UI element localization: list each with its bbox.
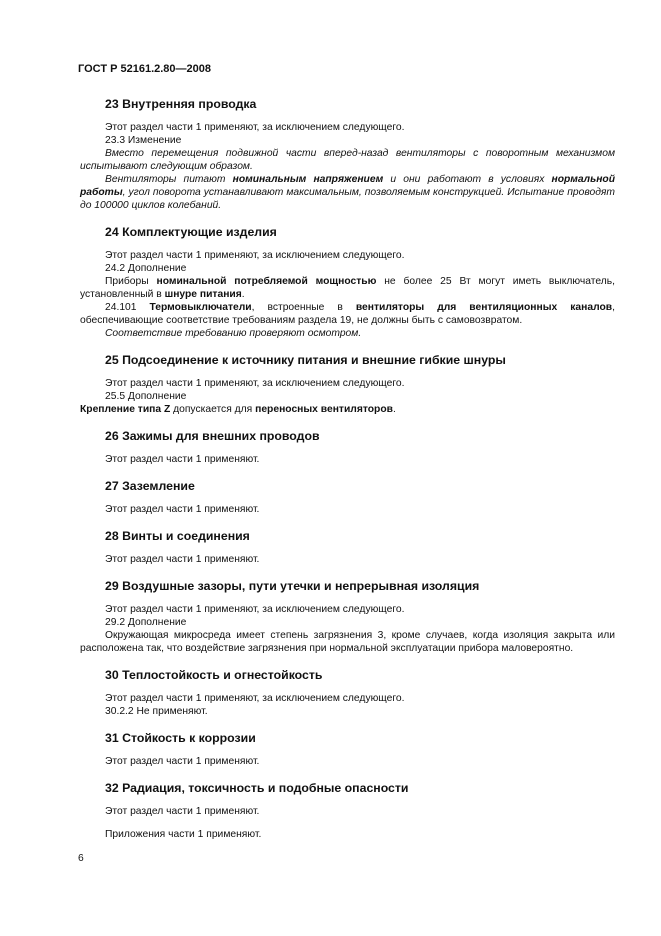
paragraph: Этот раздел части 1 применяют. xyxy=(105,806,260,817)
section-27 xyxy=(80,478,615,516)
paragraph: Этот раздел части 1 применяют, за исключением следующего. xyxy=(105,604,405,615)
section-24-title: 24 Комплектующие изделия xyxy=(105,225,277,239)
paragraph: 24.101 Термовыключатели, встроенные в вентиляторы для вентиляционных каналов, обеспечивающие соответствие требованиям раздела 19, не должны быть с самовозвратом. xyxy=(80,302,615,326)
paragraph: Вместо перемещения подвижной части вперед-назад вентиляторы с поворотным механизмом испытывают следующим образом. xyxy=(80,148,615,172)
paragraph: Этот раздел части 1 применяют. xyxy=(105,504,260,515)
paragraph: Этот раздел части 1 применяют. xyxy=(105,554,260,565)
appendix-note: Приложения части 1 применяют. xyxy=(105,829,262,840)
paragraph: Этот раздел части 1 применяют, за исключением следующего. xyxy=(105,122,405,133)
clause-number: 24.2 Дополнение xyxy=(105,263,187,274)
paragraph: Крепление типа Z допускается для переносных вентиляторов. xyxy=(80,404,396,415)
paragraph: Этот раздел части 1 применяют, за исключением следующего. xyxy=(105,693,405,704)
section-31-title: 31 Стойкость к коррозии xyxy=(105,731,256,745)
paragraph: Приборы номинальной потребляемой мощностью не более 25 Вт могут иметь выключатель, установленный в шнуре питания. xyxy=(80,276,615,300)
paragraph: Этот раздел части 1 применяют. xyxy=(105,756,260,767)
paragraph: Этот раздел части 1 применяют. xyxy=(105,454,260,465)
section-28-title: 28 Винты и соединения xyxy=(105,529,250,543)
section-32 xyxy=(80,780,615,818)
section-30-title: 30 Теплостойкость и огнестойкость xyxy=(105,668,323,682)
paragraph: Окружающая микросреда имеет степень загрязнения 3, кроме случаев, когда изоляция закрыта или расположена так, что воздействие загрязнения при нормальной эксплуатации прибора маловероятно. xyxy=(80,630,615,654)
section-26-title: 26 Зажимы для внешних проводов xyxy=(105,429,320,443)
paragraph: Этот раздел части 1 применяют, за исключением следующего. xyxy=(105,250,405,261)
paragraph: Соответствие требованию проверяют осмотром. xyxy=(105,328,362,339)
section-23 xyxy=(80,96,615,212)
section-26 xyxy=(80,428,615,466)
section-29-title: 29 Воздушные зазоры, пути утечки и непрерывная изоляция xyxy=(105,579,480,593)
section-24 xyxy=(80,224,615,340)
clause-number: 25.5 Дополнение xyxy=(105,391,187,402)
section-30 xyxy=(80,667,615,718)
section-29 xyxy=(80,578,615,655)
clause-number: 30.2.2 Не применяют. xyxy=(105,706,208,717)
section-27-title: 27 Заземление xyxy=(105,479,195,493)
section-31 xyxy=(80,730,615,768)
document-header: ГОСТ Р 52161.2.80—2008 xyxy=(78,63,212,75)
section-23-title: 23 Внутренняя проводка xyxy=(105,97,257,111)
clause-number: 23.3 Изменение xyxy=(105,135,182,146)
paragraph: Этот раздел части 1 применяют, за исключением следующего. xyxy=(105,378,405,389)
page-number: 6 xyxy=(78,853,84,864)
clause-number: 29.2 Дополнение xyxy=(105,617,187,628)
section-25-title: 25 Подсоединение к источнику питания и внешние гибкие шнуры xyxy=(105,353,506,367)
section-28 xyxy=(80,528,615,566)
page-content xyxy=(80,96,615,830)
section-25 xyxy=(80,352,615,416)
section-32-title: 32 Радиация, токсичность и подобные опасности xyxy=(105,781,409,795)
paragraph: Вентиляторы питают номинальным напряжением и они работают в условиях нормальной работы, угол поворота устанавливают максимальным, позволяемым конструкцией. Испытание проводят до 100000 циклов колебаний. xyxy=(80,174,615,211)
